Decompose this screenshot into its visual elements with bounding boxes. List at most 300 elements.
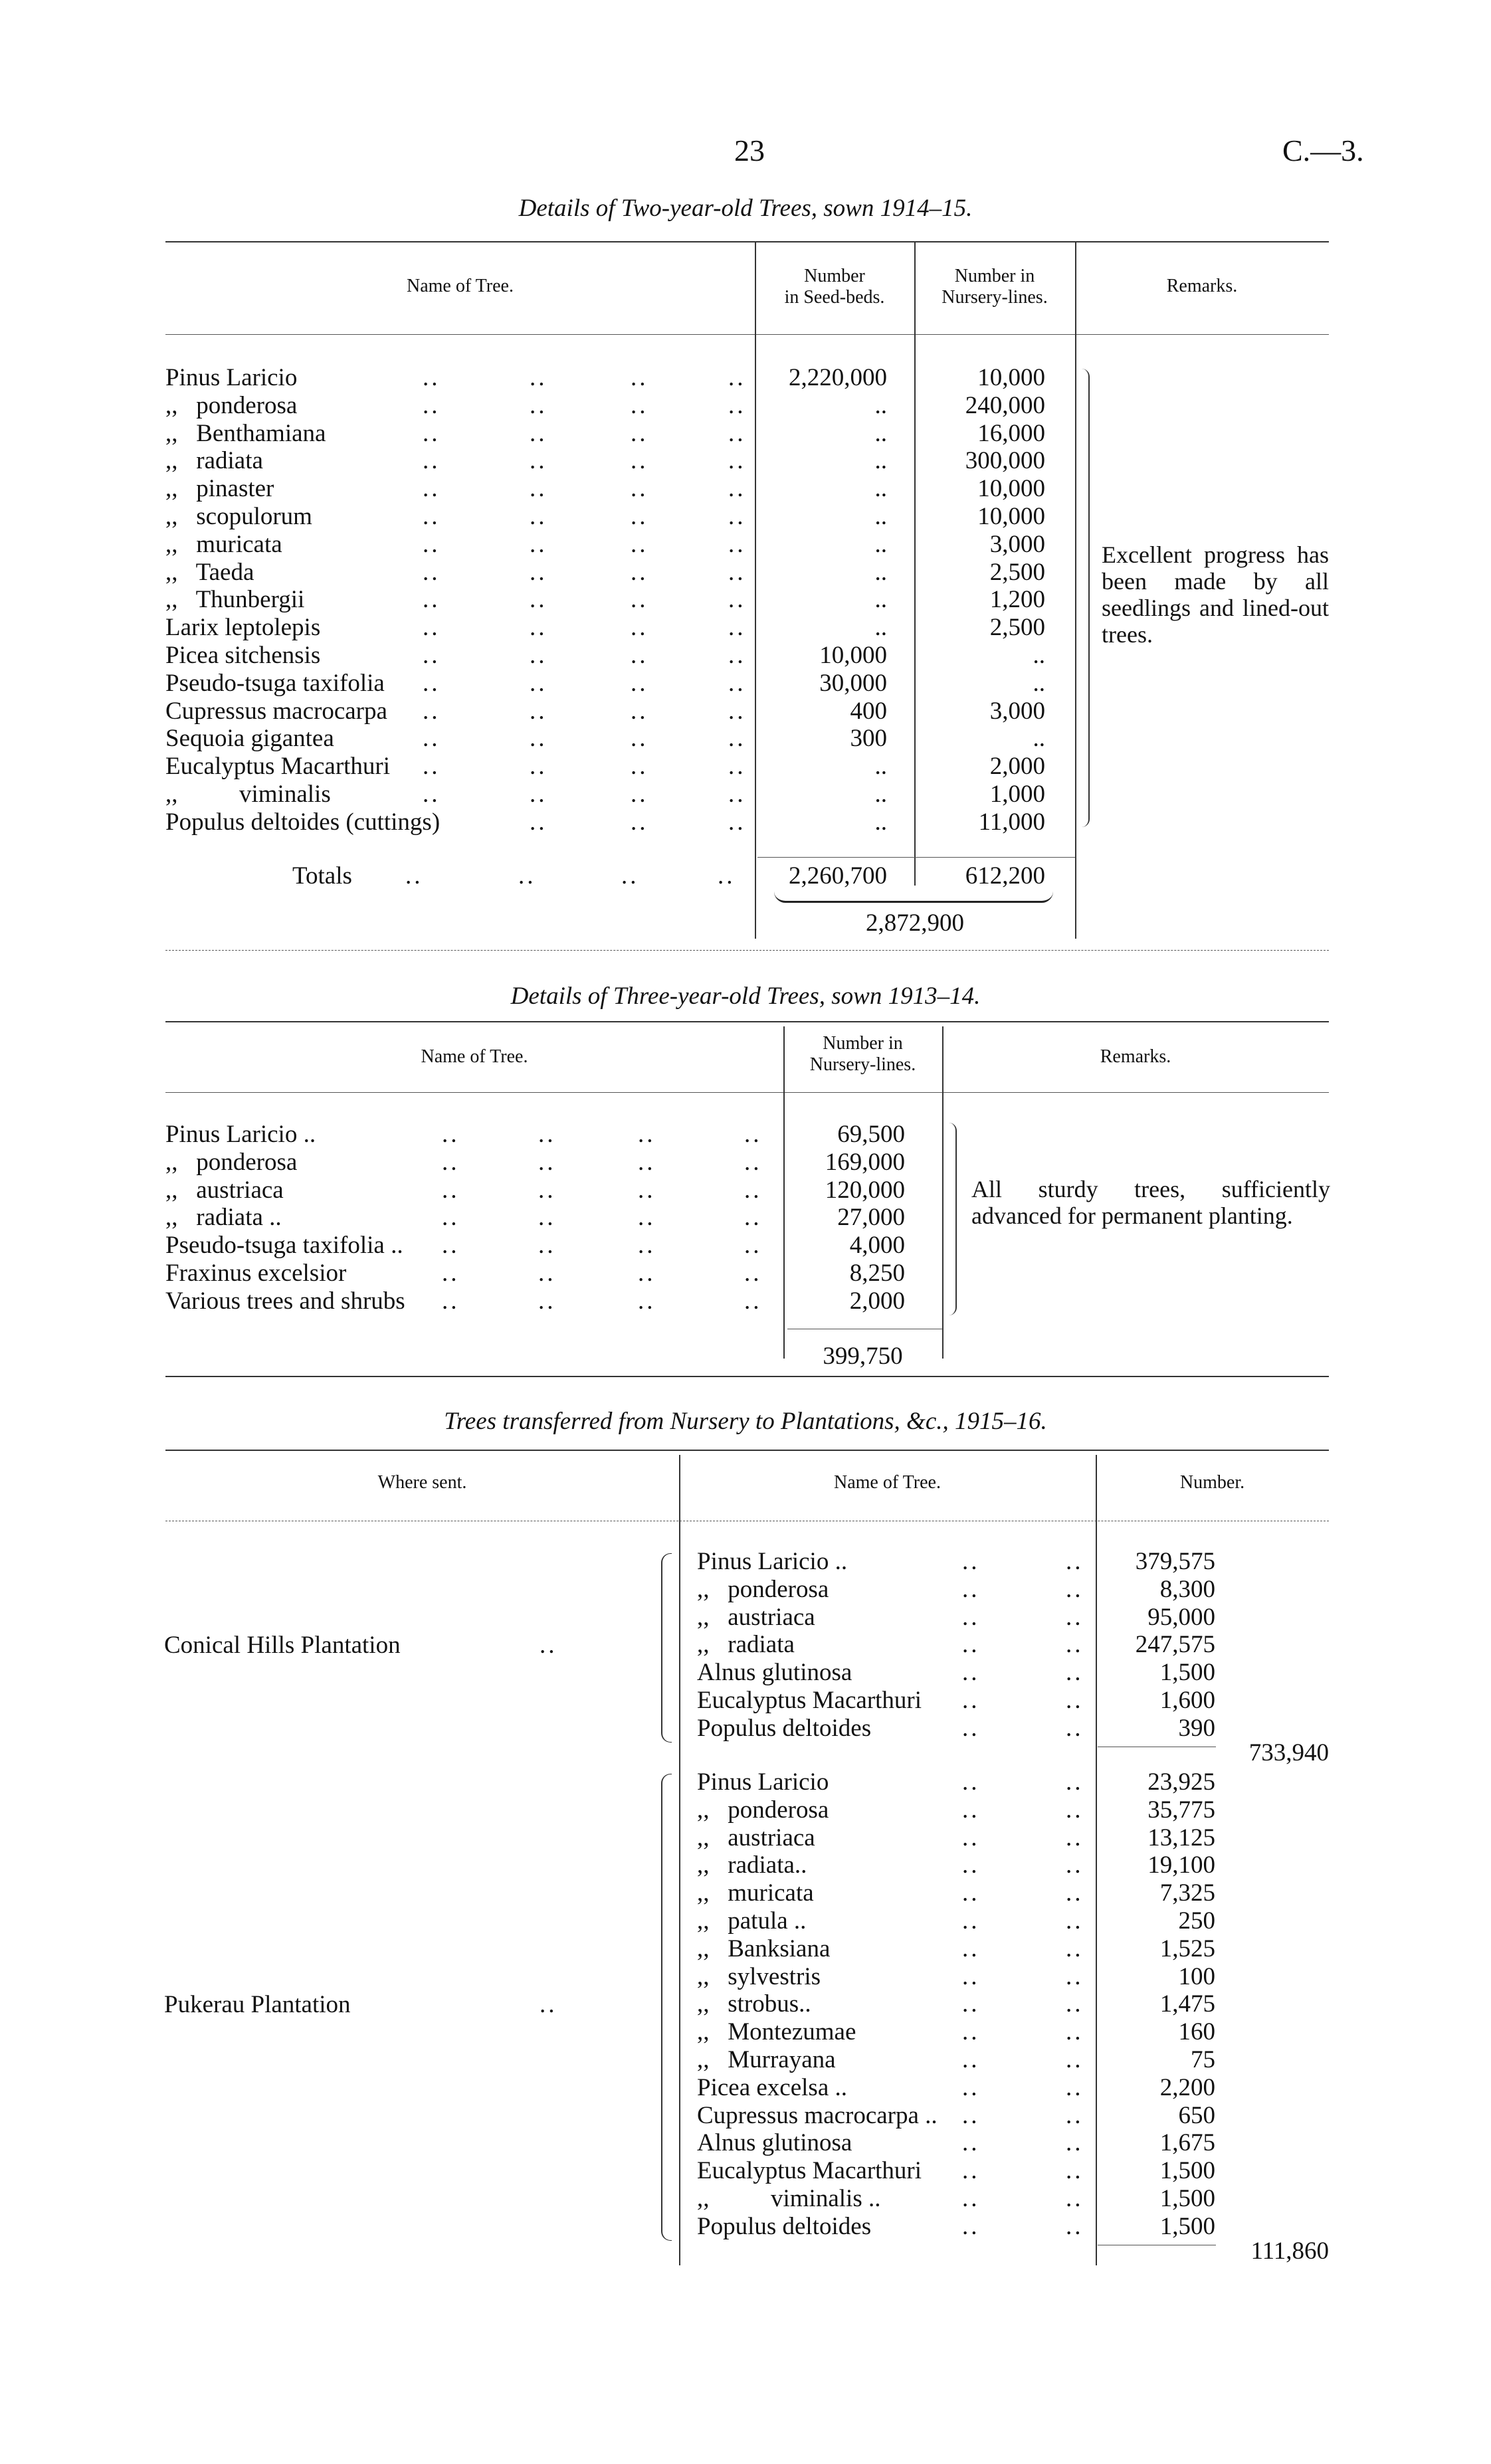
table-row [0, 1548, 1491, 1576]
leader-dots: .. [728, 808, 746, 836]
nursery-line-count: .. [1033, 669, 1045, 697]
leader-dots: .. [631, 642, 648, 669]
tree-count: 1,500 [1159, 2157, 1215, 2185]
leader-dots: .. [540, 1632, 557, 1659]
leader-dots: .. [1066, 1575, 1084, 1603]
tree-name: Alnus glutinosa [697, 1659, 852, 1687]
leader-dots: .. [423, 530, 441, 558]
nursery-line-count: 240,000 [965, 391, 1045, 419]
leader-dots: .. [962, 1714, 980, 1742]
tree-count: 250 [1178, 1907, 1215, 1935]
leader-dots: .. [638, 1204, 656, 1232]
tree-count: 390 [1178, 1714, 1215, 1742]
leader-dots: .. [631, 475, 648, 503]
leader-dots: .. [530, 391, 547, 419]
leader-dots: .. [530, 642, 547, 669]
leader-dots: .. [962, 1851, 980, 1879]
leader-dots: .. [423, 753, 441, 781]
tree-name: ,, Murrayana [697, 2046, 836, 2073]
tree-count: 1,600 [1159, 1687, 1215, 1714]
tree-name: Larix leptolepis [165, 614, 321, 642]
leader-dots: .. [1066, 1548, 1084, 1575]
nursery-line-count: 300,000 [965, 447, 1045, 475]
seed-bed-count: .. [874, 614, 887, 642]
nursery-line-count: 169,000 [825, 1148, 905, 1176]
seed-bed-count: .. [874, 753, 887, 781]
table1-header-seed: Number in Seed-beds. [784, 266, 885, 308]
table1-remarks-brace [1075, 369, 1090, 827]
destination-label: Pukerau Plantation [164, 1991, 351, 2019]
plantation-subtotal: 111,860 [1250, 2237, 1329, 2265]
table-row [0, 1576, 1491, 1604]
table-row [0, 1879, 1491, 1907]
document-reference: C.—3. [1282, 134, 1364, 167]
leader-dots: .. [728, 530, 746, 558]
leader-dots: .. [423, 697, 441, 725]
seed-bed-count: .. [874, 808, 887, 836]
leader-dots: .. [1066, 1687, 1084, 1714]
leader-dots: .. [962, 1796, 980, 1824]
leader-dots: .. [962, 1990, 980, 2018]
total-nursery: 612,200 [965, 862, 1045, 890]
table2-total: 399,750 [823, 1343, 903, 1370]
tree-name: Populus deltoides [697, 1714, 872, 1742]
leader-dots: .. [718, 862, 736, 890]
table-row [0, 2157, 1491, 2185]
tree-name: ,, Benthamiana [165, 419, 326, 447]
table2-header-nursery: Number in Nursery-lines. [809, 1033, 916, 1075]
tree-count: 75 [1191, 2046, 1215, 2073]
leader-dots: .. [538, 1204, 556, 1232]
leader-dots: .. [1066, 2073, 1084, 2101]
table-row [0, 2129, 1491, 2157]
table3-title: Trees transferred from Nursery to Plantations, &c., 1915–16. [444, 1408, 1047, 1435]
nursery-line-count: 2,500 [989, 558, 1045, 586]
table-row [0, 2185, 1491, 2213]
table-row [0, 808, 1491, 836]
tree-count: 35,775 [1147, 1796, 1215, 1824]
tree-name: ,, pinaster [165, 475, 274, 503]
leader-dots: .. [1066, 1907, 1084, 1935]
nursery-line-count: 2,000 [989, 753, 1045, 781]
plantation-subtotal: 733,940 [1248, 1739, 1329, 1766]
nursery-line-count: .. [1033, 642, 1045, 669]
leader-dots: .. [728, 642, 746, 669]
page-number: 23 [734, 134, 765, 167]
tree-count: 1,500 [1159, 2212, 1215, 2240]
leader-dots: .. [631, 419, 648, 447]
leader-dots: .. [423, 475, 441, 503]
table-row [0, 1149, 1491, 1177]
leader-dots: .. [728, 391, 746, 419]
table-row [0, 364, 1491, 392]
leader-dots: .. [631, 781, 648, 808]
leader-dots: .. [631, 808, 648, 836]
leader-dots: .. [423, 642, 441, 669]
table-row [0, 725, 1491, 753]
tree-name: ,, patula .. [697, 1907, 807, 1935]
table3-header-name: Name of Tree. [834, 1472, 941, 1493]
tree-name: ,, sylvestris [697, 1962, 821, 1990]
nursery-line-count: 120,000 [825, 1176, 905, 1204]
leader-dots: .. [962, 2046, 980, 2073]
table-row [0, 1796, 1491, 1824]
tree-name: ,, radiata .. [165, 1204, 282, 1232]
total-seed: 2,260,700 [789, 862, 887, 890]
leader-dots: .. [538, 1287, 556, 1315]
seed-bed-count: .. [874, 475, 887, 503]
tree-name: Pseudo-tsuga taxifolia .. [165, 1232, 403, 1260]
tree-count: 23,925 [1147, 1768, 1215, 1796]
leader-dots: .. [631, 586, 648, 614]
leader-dots: .. [631, 503, 648, 530]
table-row [0, 781, 1491, 808]
leader-dots: .. [538, 1148, 556, 1176]
table-row [0, 1687, 1491, 1715]
leader-dots: .. [530, 808, 547, 836]
nursery-line-count: 2,000 [849, 1287, 905, 1315]
table-row [0, 2046, 1491, 2074]
leader-dots: .. [540, 1991, 557, 2019]
tree-name: Alnus glutinosa [697, 2129, 852, 2157]
destination-label: Conical Hills Plantation [164, 1632, 401, 1659]
nursery-line-count: 2,500 [989, 614, 1045, 642]
leader-dots: .. [530, 530, 547, 558]
leader-dots: .. [442, 1287, 460, 1315]
total-brace [774, 892, 1053, 903]
seed-bed-count: .. [874, 391, 887, 419]
nursery-line-count: 8,250 [849, 1260, 905, 1287]
nursery-line-count: 1,200 [989, 586, 1045, 614]
tree-name: Cupressus macrocarpa [165, 697, 387, 725]
leader-dots: .. [1066, 1603, 1084, 1631]
leader-dots: .. [631, 725, 648, 753]
leader-dots: .. [442, 1121, 460, 1148]
tree-count: 8,300 [1159, 1575, 1215, 1603]
seed-bed-count: .. [874, 447, 887, 475]
tree-name: ,, Banksiana [697, 1935, 831, 1962]
tree-name: Cupressus macrocarpa .. [697, 2101, 938, 2129]
tree-name: ,, ponderosa [165, 391, 298, 419]
tree-name: Various trees and shrubs [165, 1287, 405, 1315]
leader-dots: .. [744, 1148, 762, 1176]
table-row [0, 1907, 1491, 1935]
leader-dots: .. [728, 475, 746, 503]
leader-dots: .. [518, 862, 536, 890]
table1-bottom-rule [165, 950, 1329, 951]
leader-dots: .. [423, 364, 441, 391]
leader-dots: .. [1066, 1962, 1084, 1990]
table1-header-name: Name of Tree. [407, 276, 514, 296]
table1-title: Details of Two-year-old Trees, sown 1914–15. [518, 195, 973, 222]
tree-name: ,, ponderosa [697, 1575, 829, 1603]
leader-dots: .. [442, 1148, 460, 1176]
leader-dots: .. [962, 2129, 980, 2157]
leader-dots: .. [405, 862, 423, 890]
leader-dots: .. [638, 1287, 656, 1315]
seed-bed-count: .. [874, 586, 887, 614]
leader-dots: .. [962, 1879, 980, 1907]
leader-dots: .. [423, 614, 441, 642]
leader-dots: .. [744, 1121, 762, 1148]
tree-name: Picea sitchensis [165, 642, 321, 669]
leader-dots: .. [962, 1962, 980, 1990]
leader-dots: .. [530, 503, 547, 530]
leader-dots: .. [962, 1603, 980, 1631]
leader-dots: .. [621, 862, 639, 890]
tree-name: ,, scopulorum [165, 503, 312, 530]
table3-header-where: Where sent. [377, 1472, 467, 1493]
nursery-line-count: 10,000 [977, 503, 1045, 530]
leader-dots: .. [631, 669, 648, 697]
tree-name: ,, radiata.. [697, 1851, 807, 1879]
tree-name: ,, radiata [165, 447, 263, 475]
tree-name: Populus deltoides [697, 2212, 872, 2240]
leader-dots: .. [1066, 2185, 1084, 2212]
leader-dots: .. [728, 447, 746, 475]
leader-dots: .. [728, 781, 746, 808]
tree-name: ,, Thunbergii [165, 586, 305, 614]
leader-dots: .. [744, 1204, 762, 1232]
table-row [0, 1990, 1491, 2018]
tree-name: Pinus Laricio [697, 1768, 829, 1796]
table2-bottom-rule [165, 1376, 1329, 1377]
tree-name: ,, viminalis [165, 781, 331, 808]
leader-dots: .. [962, 2101, 980, 2129]
leader-dots: .. [1066, 1990, 1084, 2018]
leader-dots: .. [744, 1176, 762, 1204]
leader-dots: .. [1066, 1935, 1084, 1962]
table-row [0, 503, 1491, 531]
table2-header-name: Name of Tree. [421, 1046, 528, 1067]
tree-name: ,, ponderosa [697, 1796, 829, 1824]
seed-bed-count: 400 [850, 697, 887, 725]
leader-dots: .. [423, 447, 441, 475]
leader-dots: .. [530, 364, 547, 391]
tree-count: 95,000 [1147, 1603, 1215, 1631]
table2-header-rule [165, 1092, 1329, 1093]
tree-name: Fraxinus excelsior [165, 1260, 347, 1287]
leader-dots: .. [538, 1232, 556, 1260]
leader-dots: .. [962, 1659, 980, 1687]
leader-dots: .. [962, 2073, 980, 2101]
leader-dots: .. [530, 475, 547, 503]
leader-dots: .. [962, 1575, 980, 1603]
tree-name: ,, muricata [697, 1879, 814, 1907]
leader-dots: .. [530, 753, 547, 781]
table-row [0, 1659, 1491, 1687]
table2-remarks: All sturdy trees, sufficiently advanced for permanent planting. [971, 1176, 1330, 1229]
leader-dots: .. [1066, 1879, 1084, 1907]
seed-bed-count: 2,220,000 [789, 364, 887, 391]
leader-dots: .. [423, 503, 441, 530]
table1-remarks: Excellent progress has been made by all seedlings and lined-out trees. [1102, 541, 1329, 648]
tree-count: 1,475 [1159, 1990, 1215, 2018]
tree-count: 379,575 [1135, 1548, 1215, 1575]
tree-name: Sequoia gigantea [165, 725, 334, 753]
tree-count: 1,500 [1159, 2185, 1215, 2212]
table-row [0, 392, 1491, 420]
leader-dots: .. [423, 669, 441, 697]
leader-dots: .. [638, 1121, 656, 1148]
leader-dots: .. [423, 586, 441, 614]
tree-name: Populus deltoides (cuttings) [165, 808, 441, 836]
nursery-line-count: .. [1033, 725, 1045, 753]
nursery-line-count: 16,000 [977, 419, 1045, 447]
leader-dots: .. [638, 1176, 656, 1204]
grand-total: 2,872,900 [866, 909, 964, 937]
table-row [0, 1604, 1491, 1632]
leader-dots: .. [631, 364, 648, 391]
seed-bed-count: .. [874, 781, 887, 808]
leader-dots: .. [530, 781, 547, 808]
leader-dots: .. [728, 614, 746, 642]
leader-dots: .. [1066, 1659, 1084, 1687]
table2-header-remarks: Remarks. [1100, 1046, 1171, 1067]
leader-dots: .. [728, 697, 746, 725]
leader-dots: .. [538, 1176, 556, 1204]
tree-count: 7,325 [1159, 1879, 1215, 1907]
leader-dots: .. [423, 419, 441, 447]
table1-total-rule [757, 857, 1075, 858]
table2-top-rule [165, 1021, 1329, 1022]
nursery-line-count: 10,000 [977, 475, 1045, 503]
tree-name: Eucalyptus Macarthuri [165, 753, 391, 781]
totals-label: Totals [292, 862, 352, 890]
tree-name: ,, austriaca [697, 1824, 815, 1851]
table-row [0, 1768, 1491, 1796]
leader-dots: .. [631, 391, 648, 419]
tree-count: 19,100 [1147, 1851, 1215, 1879]
leader-dots: .. [638, 1232, 656, 1260]
leader-dots: .. [962, 1631, 980, 1659]
leader-dots: .. [962, 2018, 980, 2046]
leader-dots: .. [1066, 1631, 1084, 1659]
leader-dots: .. [962, 1548, 980, 1575]
leader-dots: .. [1066, 2212, 1084, 2240]
table-row [0, 475, 1491, 503]
leader-dots: .. [538, 1121, 556, 1148]
tree-name: Eucalyptus Macarthuri [697, 1687, 922, 1714]
leader-dots: .. [728, 753, 746, 781]
table-row [0, 1963, 1491, 1991]
nursery-line-count: 3,000 [989, 530, 1045, 558]
leader-dots: .. [638, 1148, 656, 1176]
table-row [0, 1631, 1491, 1659]
leader-dots: .. [631, 614, 648, 642]
table1-top-rule [165, 241, 1329, 242]
nursery-line-count: 4,000 [849, 1232, 905, 1260]
tree-name: Pseudo-tsuga taxifolia [165, 669, 385, 697]
table1-totals-row [0, 862, 1491, 890]
leader-dots: .. [442, 1204, 460, 1232]
nursery-line-count: 69,500 [837, 1121, 905, 1148]
table-row [0, 420, 1491, 448]
tree-count: 1,525 [1159, 1935, 1215, 1962]
tree-name: ,, ponderosa [165, 1148, 298, 1176]
tree-name: Pinus Laricio [165, 364, 298, 391]
leader-dots: .. [530, 558, 547, 586]
leader-dots: .. [1066, 2101, 1084, 2129]
leader-dots: .. [1066, 1768, 1084, 1796]
tree-name: Pinus Laricio .. [697, 1548, 848, 1575]
seed-bed-count: 10,000 [819, 642, 887, 669]
leader-dots: .. [442, 1232, 460, 1260]
nursery-line-count: 10,000 [977, 364, 1045, 391]
leader-dots: .. [1066, 1714, 1084, 1742]
leader-dots: .. [744, 1287, 762, 1315]
leader-dots: .. [538, 1260, 556, 1287]
leader-dots: .. [962, 2157, 980, 2185]
leader-dots: .. [423, 781, 441, 808]
leader-dots: .. [1066, 2018, 1084, 2046]
leader-dots: .. [631, 697, 648, 725]
leader-dots: .. [1066, 1824, 1084, 1851]
tree-count: 13,125 [1147, 1824, 1215, 1851]
leader-dots: .. [962, 1824, 980, 1851]
leader-dots: .. [728, 419, 746, 447]
leader-dots: .. [1066, 2157, 1084, 2185]
leader-dots: .. [962, 1768, 980, 1796]
leader-dots: .. [962, 1935, 980, 1962]
leader-dots: .. [962, 1907, 980, 1935]
tree-name: ,, Montezumae [697, 2018, 856, 2046]
tree-name: ,, strobus.. [697, 1990, 811, 2018]
seed-bed-count: .. [874, 558, 887, 586]
table-row [0, 1232, 1491, 1260]
leader-dots: .. [530, 669, 547, 697]
tree-count: 160 [1178, 2018, 1215, 2046]
table1-header-rule [165, 334, 1329, 335]
leader-dots: .. [631, 447, 648, 475]
leader-dots: .. [962, 2185, 980, 2212]
leader-dots: .. [744, 1232, 762, 1260]
table-row [0, 1260, 1491, 1287]
leader-dots: .. [423, 725, 441, 753]
tree-name: ,, muricata [165, 530, 282, 558]
table-row [0, 2074, 1491, 2102]
leader-dots: .. [744, 1260, 762, 1287]
leader-dots: .. [530, 586, 547, 614]
table2-title: Details of Three-year-old Trees, sown 1913–14. [510, 983, 981, 1010]
leader-dots: .. [631, 558, 648, 586]
leader-dots: .. [1066, 2046, 1084, 2073]
table-row [0, 670, 1491, 698]
tree-count: 247,575 [1135, 1631, 1215, 1659]
tree-name: Pinus Laricio .. [165, 1121, 316, 1148]
nursery-line-count: 3,000 [989, 697, 1045, 725]
leader-dots: .. [530, 614, 547, 642]
leader-dots: .. [638, 1260, 656, 1287]
seed-bed-count: .. [874, 530, 887, 558]
leader-dots: .. [530, 447, 547, 475]
table1-header-remarks: Remarks. [1166, 276, 1238, 296]
tree-name: ,, viminalis .. [697, 2185, 881, 2212]
leader-dots: .. [631, 530, 648, 558]
table3-top-rule [165, 1450, 1329, 1451]
table-row [0, 1824, 1491, 1852]
tree-name: Eucalyptus Macarthuri [697, 2157, 922, 2185]
seed-bed-count: 30,000 [819, 669, 887, 697]
leader-dots: .. [728, 586, 746, 614]
table-row [0, 698, 1491, 725]
tree-count: 650 [1178, 2101, 1215, 2129]
tree-name: ,, Taeda [165, 558, 254, 586]
seed-bed-count: 300 [850, 725, 887, 753]
leader-dots: .. [423, 391, 441, 419]
leader-dots: .. [728, 725, 746, 753]
nursery-line-count: 11,000 [978, 808, 1045, 836]
